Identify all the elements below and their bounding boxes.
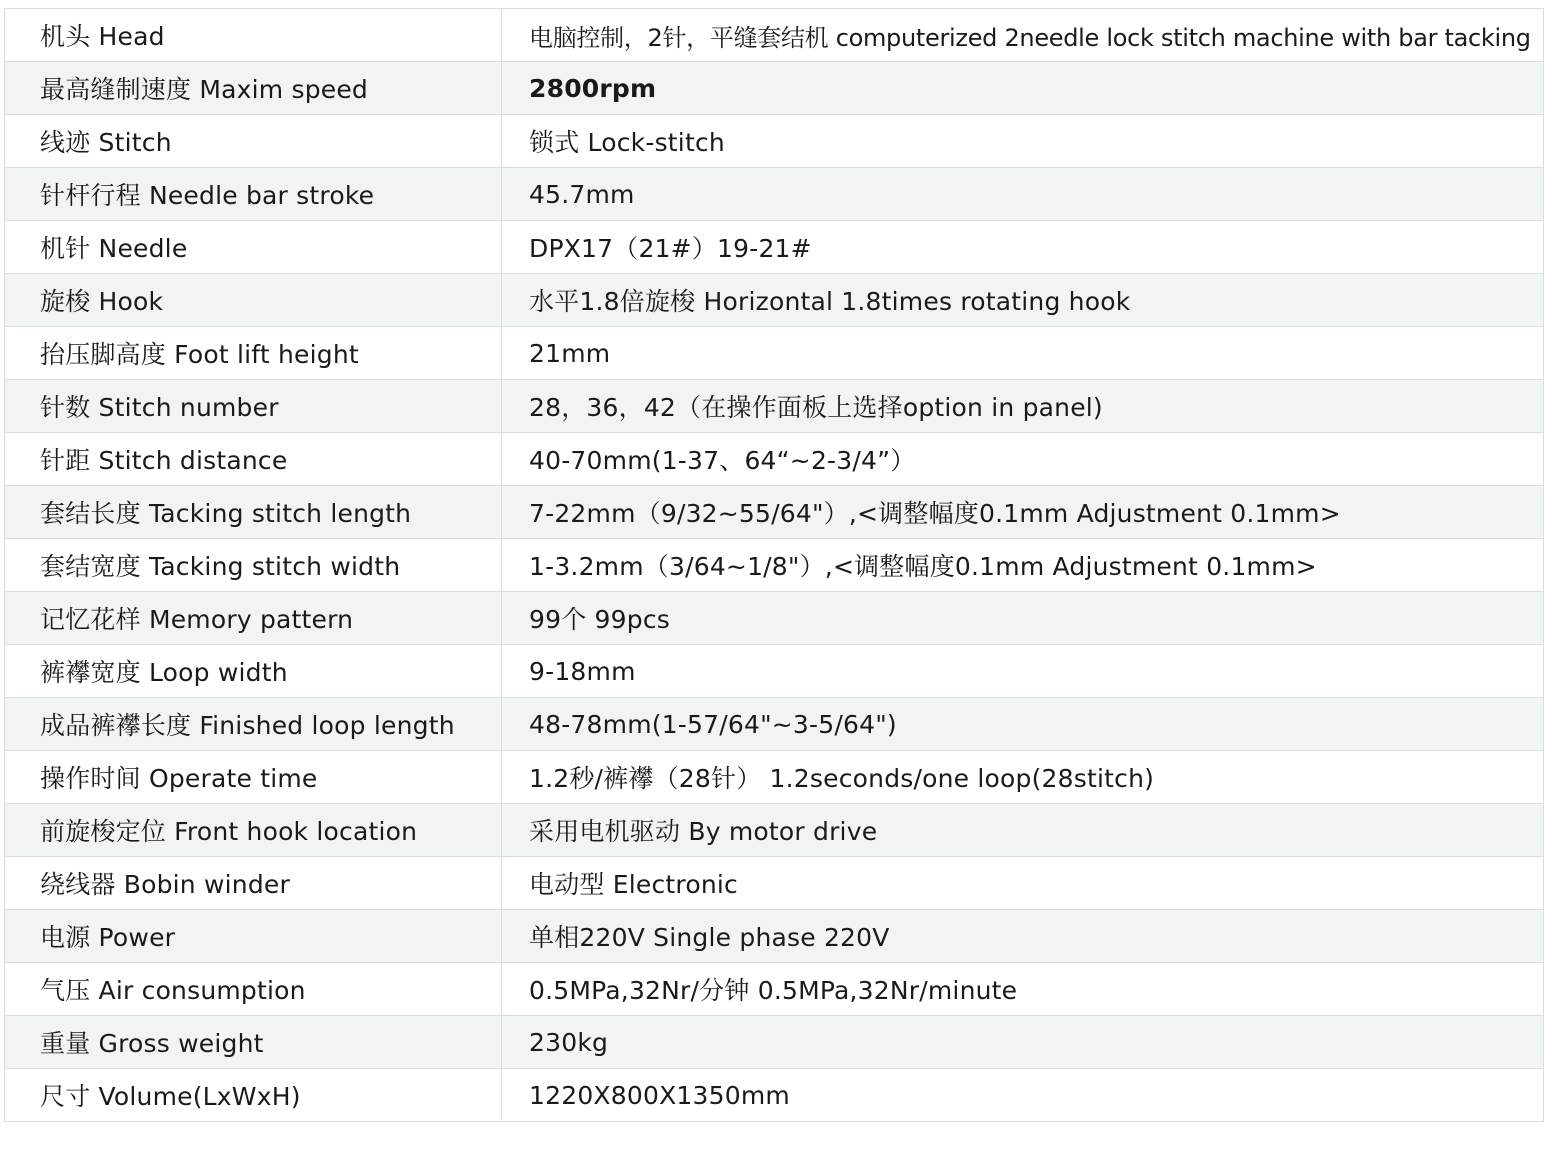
spec-value-operate-time: 1.2秒/裤襻（28针） 1.2seconds/one loop(28stitch) <box>502 751 1544 804</box>
spec-label-power: 电源 Power <box>5 910 502 963</box>
spec-value-tacking-stitch-width: 1-3.2mm（3/64~1/8"）,<调整幅度0.1mm Adjustment 0.1mm> <box>502 539 1544 592</box>
table-row <box>5 62 1544 115</box>
spec-label-foot-lift-height: 抬压脚高度 Foot lift height <box>5 327 502 380</box>
spec-value-stitch-number: 28，36，42（在操作面板上选择option in panel) <box>502 380 1544 433</box>
spec-value-max-speed: 2800rpm <box>502 62 1544 115</box>
table-row <box>5 433 1544 486</box>
spec-value-stitch-distance: 40-70mm(1-37、64“~2-3/4”） <box>502 433 1544 486</box>
spec-value-gross-weight: 230kg <box>502 1016 1544 1069</box>
spec-label-air-consumption: 气压 Air consumption <box>5 963 502 1016</box>
spec-value-needle-bar-stroke: 45.7mm <box>502 168 1544 221</box>
spec-label-bobin-winder: 绕线器 Bobin winder <box>5 857 502 910</box>
spec-label-stitch: 线迹 Stitch <box>5 115 502 168</box>
spec-label-max-speed: 最高缝制速度 Maxim speed <box>5 62 502 115</box>
table-row <box>5 115 1544 168</box>
table-row <box>5 327 1544 380</box>
table-row <box>5 963 1544 1016</box>
spec-value-power: 单相220V Single phase 220V <box>502 910 1544 963</box>
spec-value-foot-lift-height: 21mm <box>502 327 1544 380</box>
spec-label-needle-bar-stroke: 针杆行程 Needle bar stroke <box>5 168 502 221</box>
table-row <box>5 645 1544 698</box>
table-row <box>5 539 1544 592</box>
table-row <box>5 857 1544 910</box>
spec-label-needle: 机针 Needle <box>5 221 502 274</box>
spec-label-tacking-stitch-length: 套结长度 Tacking stitch length <box>5 486 502 539</box>
table-row <box>5 9 1544 62</box>
table-row <box>5 221 1544 274</box>
table-row <box>5 380 1544 433</box>
table-row <box>5 751 1544 804</box>
table-row <box>5 910 1544 963</box>
spec-value-bobin-winder: 电动型 Electronic <box>502 857 1544 910</box>
table-row <box>5 804 1544 857</box>
table-row <box>5 486 1544 539</box>
table-row <box>5 698 1544 751</box>
spec-value-hook: 水平1.8倍旋梭 Horizontal 1.8times rotating hook <box>502 274 1544 327</box>
spec-value-volume: 1220X800X1350mm <box>502 1069 1544 1122</box>
spec-label-loop-width: 裤襻宽度 Loop width <box>5 645 502 698</box>
spec-value-memory-pattern: 99个 99pcs <box>502 592 1544 645</box>
spec-label-front-hook-location: 前旋梭定位 Front hook location <box>5 804 502 857</box>
spec-label-stitch-distance: 针距 Stitch distance <box>5 433 502 486</box>
spec-value-needle: DPX17（21#）19-21# <box>502 221 1544 274</box>
spec-value-tacking-stitch-length: 7-22mm（9/32~55/64"）,<调整幅度0.1mm Adjustment 0.1mm> <box>502 486 1544 539</box>
spec-value-stitch: 锁式 Lock-stitch <box>502 115 1544 168</box>
spec-label-gross-weight: 重量 Gross weight <box>5 1016 502 1069</box>
spec-label-finished-loop-length: 成品裤襻长度 Finished loop length <box>5 698 502 751</box>
spec-value-finished-loop-length: 48-78mm(1-57/64"~3-5/64") <box>502 698 1544 751</box>
table-row <box>5 592 1544 645</box>
spec-label-volume: 尺寸 Volume(LxWxH) <box>5 1069 502 1122</box>
table-row <box>5 168 1544 221</box>
spec-table <box>4 8 1544 1122</box>
spec-label-head: 机头 Head <box>5 9 502 62</box>
spec-label-tacking-stitch-width: 套结宽度 Tacking stitch width <box>5 539 502 592</box>
spec-label-operate-time: 操作时间 Operate time <box>5 751 502 804</box>
table-row <box>5 1069 1544 1122</box>
spec-value-head: 电脑控制，2针，平缝套结机 computerized 2needle lock stitch machine with bar tacking <box>502 9 1544 62</box>
spec-value-front-hook-location: 采用电机驱动 By motor drive <box>502 804 1544 857</box>
spec-label-memory-pattern: 记忆花样 Memory pattern <box>5 592 502 645</box>
spec-label-stitch-number: 针数 Stitch number <box>5 380 502 433</box>
table-row <box>5 1016 1544 1069</box>
spec-value-loop-width: 9-18mm <box>502 645 1544 698</box>
spec-label-hook: 旋梭 Hook <box>5 274 502 327</box>
table-row <box>5 274 1544 327</box>
spec-value-air-consumption: 0.5MPa,32Nr/分钟 0.5MPa,32Nr/minute <box>502 963 1544 1016</box>
